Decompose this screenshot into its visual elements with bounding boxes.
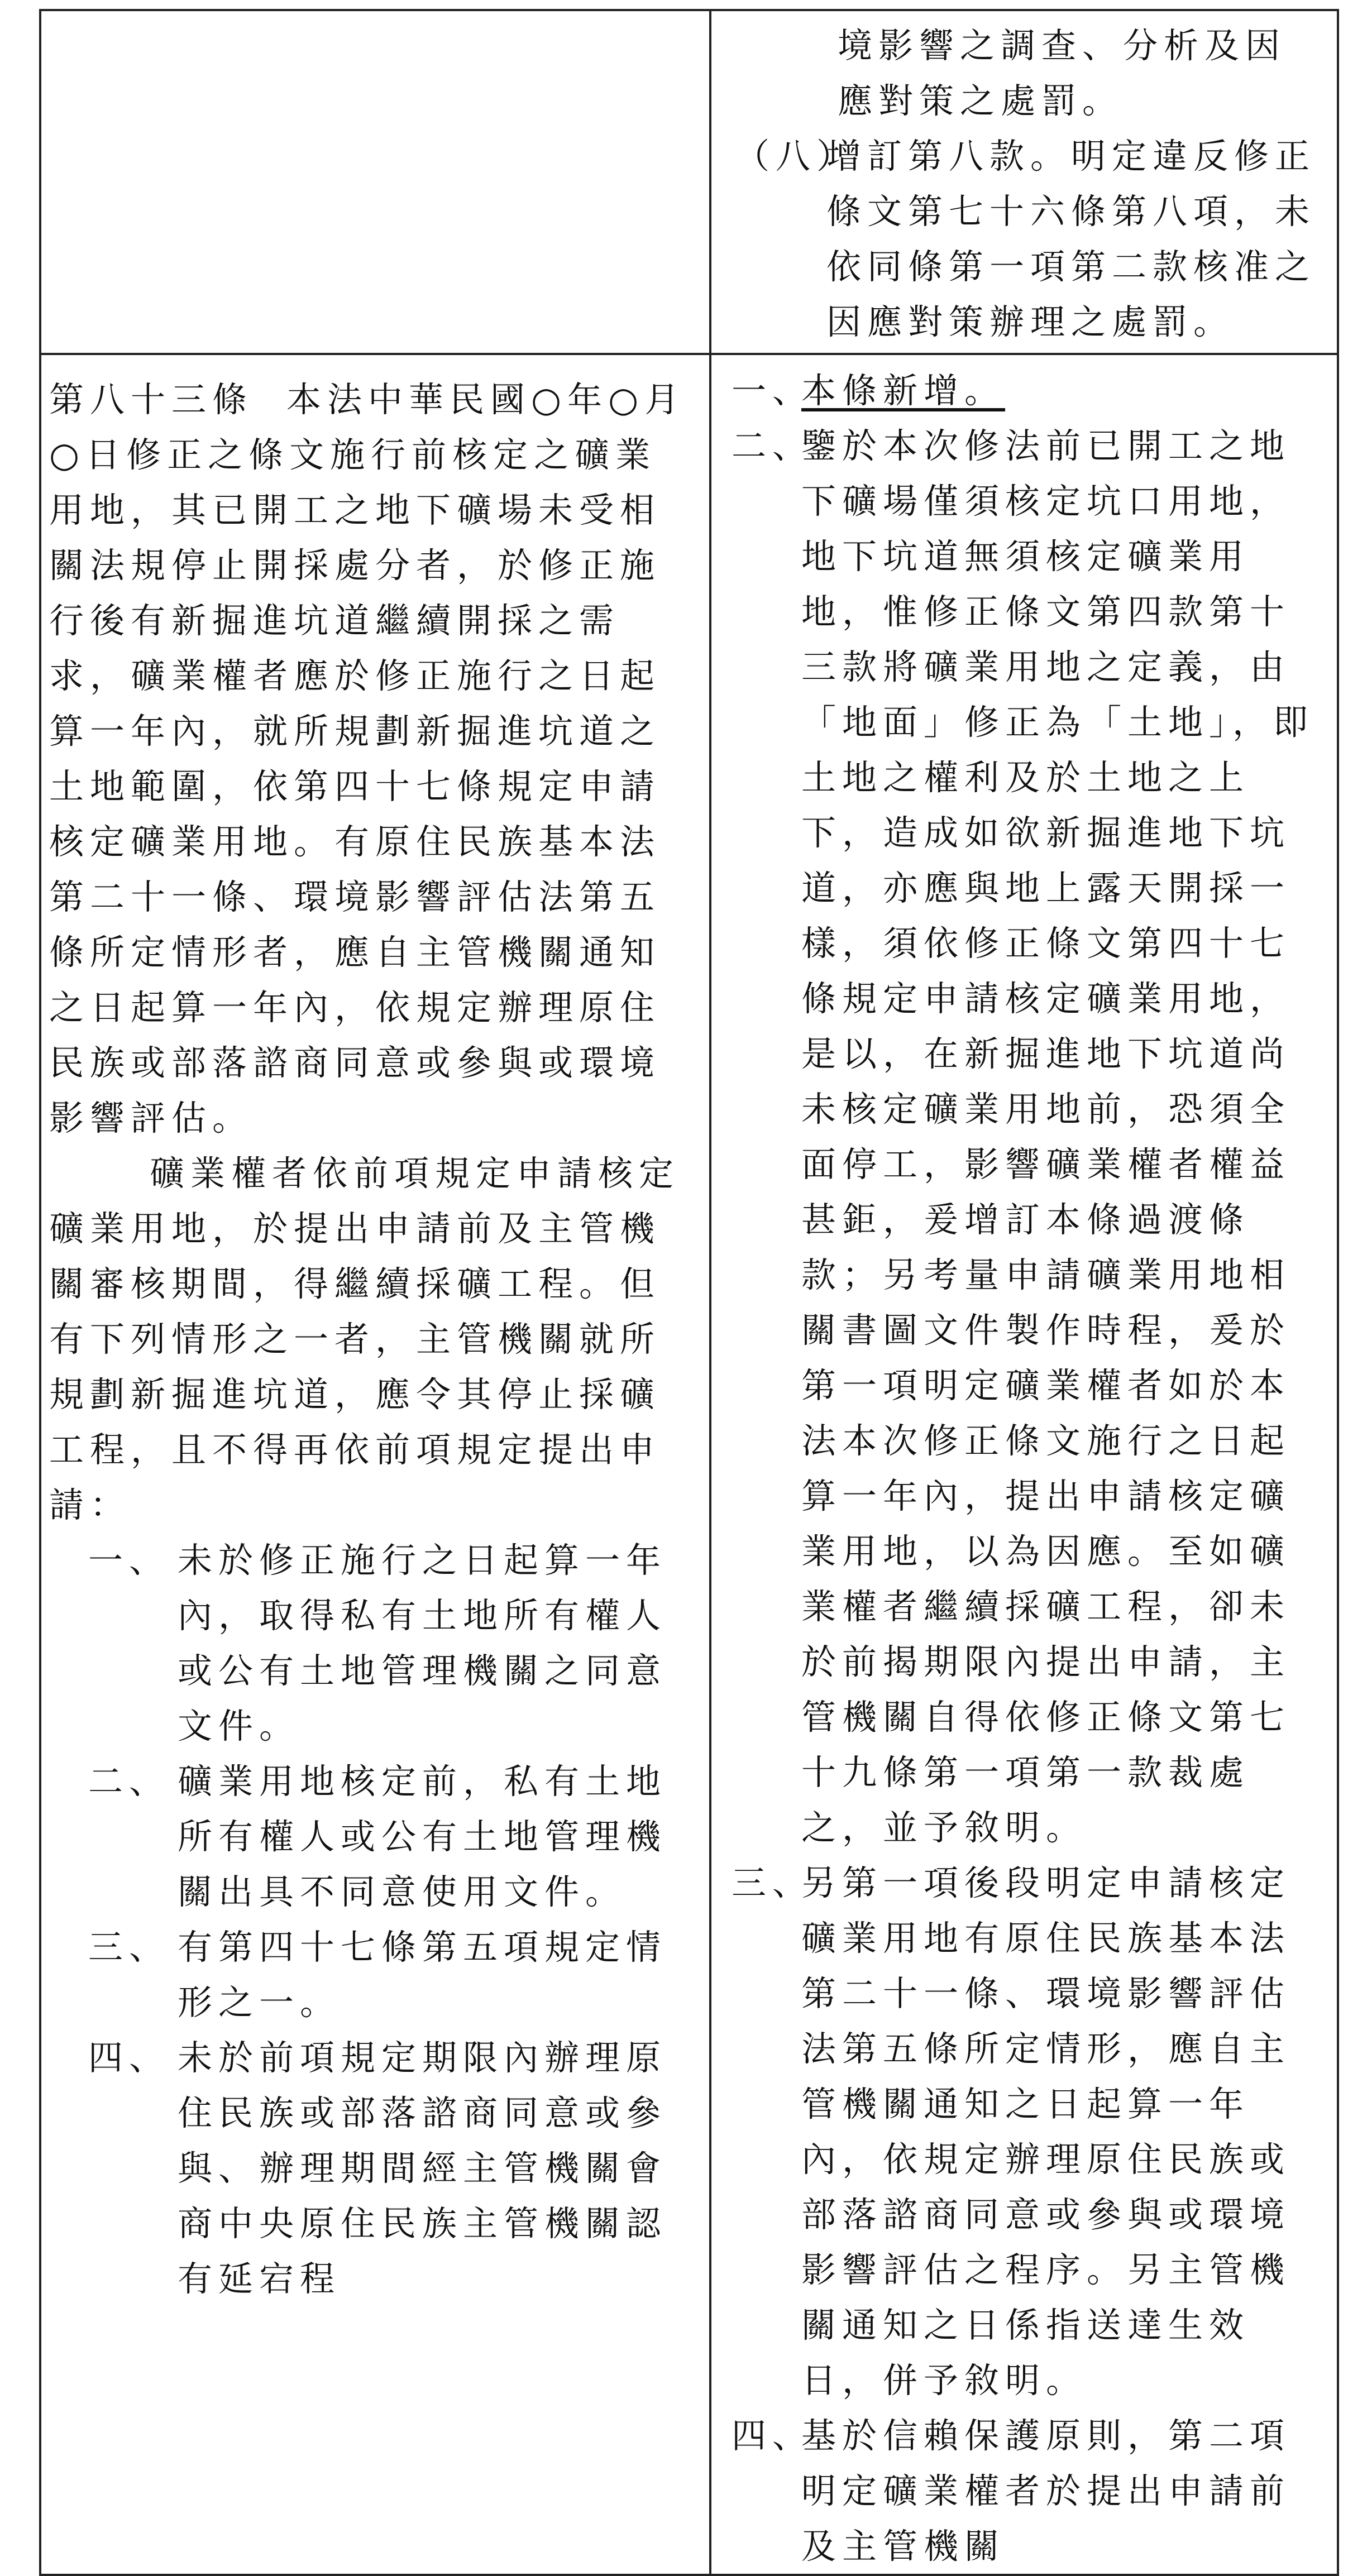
article-item-list bbox=[49, 1533, 694, 2306]
top-left-cell-empty bbox=[40, 10, 710, 354]
item-text: 基於信賴保護原則，第二項明定礦業權者於提出申請前及主管機關 bbox=[801, 2415, 1291, 2567]
item-marker: 一、 bbox=[732, 370, 814, 411]
item-text: 未於修正施行之日起算一年內，取得私有土地所有權人或公有土地管理機關之同意文件。 bbox=[178, 1540, 667, 1746]
list-item bbox=[732, 363, 1325, 418]
item-marker: 一、 bbox=[88, 1540, 170, 1581]
list-item bbox=[49, 1533, 694, 1754]
list-item bbox=[49, 1754, 694, 1919]
item-text: 另第一項後段明定申請核定礦業用地有原住民族基本法第二十一條、環境影響評估法第五條所定情形，應自主管機關通知之日起算一年內，依規定辦理原住民族或部落諮商同意或參與或環境影響評估之程序。另主管機關通知之日係指送達生效日，併予敘明。 bbox=[801, 1862, 1291, 2401]
item-text: 未於前項規定期限內辦理原住民族或部落諮商同意或參與、辦理期間經主管機關會商中央原住民族主管機關認有延宕程 bbox=[178, 2037, 667, 2299]
item-marker: 二、 bbox=[88, 1761, 170, 1802]
item-marker: 二、 bbox=[732, 425, 814, 466]
continued-text: 境影響之調查、分析及因應對策之處罰。 bbox=[838, 25, 1287, 121]
top-right-cell bbox=[710, 10, 1338, 354]
explanation-cell bbox=[710, 354, 1338, 2575]
article-paragraph-1 bbox=[49, 372, 694, 1146]
list-item bbox=[732, 1855, 1325, 2408]
item-marker: 三、 bbox=[732, 1862, 814, 1903]
article-label: 第八十三條 bbox=[49, 379, 254, 420]
item-text-underlined: 本條新增。 bbox=[801, 370, 1006, 411]
article-paragraph-2: 礦業權者依前項規定申請核定礦業用地，於提出申請前及主管機關審核期間，得繼續採礦工程。但有下列情形之一者，主管機關就所規劃新掘進坑道，應令其停止採礦工程，且不得再依前項規定提出申請： bbox=[49, 1153, 680, 1525]
comparison-table bbox=[39, 9, 1339, 2576]
item-text: 有第四十七條第五項規定情形之一。 bbox=[178, 1927, 667, 2023]
item-marker: 四、 bbox=[732, 2415, 814, 2456]
article-para1-text: 本法中華民國○年○月○日修正之條文施行前核定之礦業用地，其已開工之地下礦場未受相關法規停止開採處分者，於修正施行後有新掘進坑道繼續開採之需求，礦業權者應於修正施行之日起算一年內，就所規劃新掘進坑道之土地範圍，依第四十七條規定申請核定礦業用地。有原住民族基本法第二十一條、環境影響評估法第五條所定情形者，應自主管機關通知之日起算一年內，依規定辦理原住民族或部落諮商同意或參與或環境影響評估。 bbox=[49, 379, 686, 1138]
table-row bbox=[40, 354, 1338, 2575]
item-text: 礦業用地核定前，私有土地所有權人或公有土地管理機關出具不同意使用文件。 bbox=[178, 1761, 667, 1912]
item-text: 增訂第八款。明定違反修正條文第七十六條第八項，未依同條第一項第二款核准之因應對策辦理之處罰。 bbox=[826, 136, 1316, 342]
list-item bbox=[49, 2030, 694, 2306]
table-row bbox=[40, 10, 1338, 354]
item-marker: 三、 bbox=[88, 1927, 170, 1967]
list-item bbox=[732, 418, 1325, 1855]
item-text: 鑒於本次修法前已開工之地下礦場僅須核定坑口用地，地下坑道無須核定礦業用地，惟修正條文第四款第十三款將礦業用地之定義，由「地面」修正為「土地」，即土地之權利及於土地之上下，造成如欲新掘進地下坑道，亦應與地上露天開採一樣，須依修正條文第四十七條規定申請核定礦業用地，是以，在新掘進地下坑道尚未核定礦業用地前，恐須全面停工，影響礦業權者權益甚鉅，爰增訂本條過渡條款；另考量申請礦業用地相關書圖文件製作時程，爰於第一項明定礦業權者如於本法本次修正條文施行之日起算一年內，提出申請核定礦業用地，以為因應。至如礦業權者繼續採礦工程，卻未於前揭期限內提出申請，主管機關自得依修正條文第七十九條第一項第一款裁處之，並予敘明。 bbox=[801, 425, 1314, 1848]
list-item bbox=[732, 128, 1325, 349]
list-item bbox=[732, 2408, 1325, 2574]
item-marker: （八） bbox=[735, 136, 858, 176]
item-marker: 四、 bbox=[88, 2037, 170, 2078]
list-item bbox=[49, 1919, 694, 2030]
article-cell bbox=[40, 354, 710, 2575]
